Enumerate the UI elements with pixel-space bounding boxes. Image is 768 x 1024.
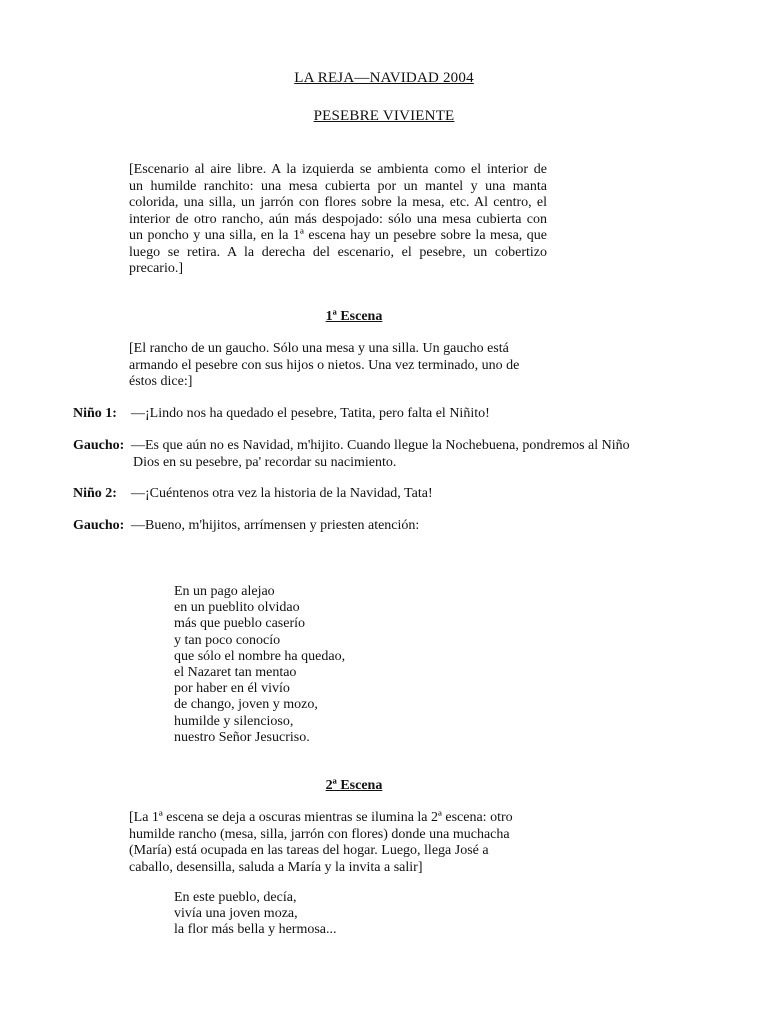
scene-2-heading: 2ª Escena — [325, 778, 383, 793]
verse-line: En un pago alejao — [174, 584, 275, 599]
speaker-name: Niño 1: — [73, 406, 117, 421]
direction-line: caballo, desensilla, saluda a María y la invita a salir] — [129, 859, 423, 875]
direction-line: colorida, una silla, un jarrón con flores sobre la mesa, etc. Al centro, el — [129, 195, 547, 210]
verse-line: en un pueblito olvidao — [174, 600, 300, 616]
direction-line: (María) está ocupada en las tareas del hogar. Luego, llega José a — [129, 843, 489, 858]
verse-line: En este pueblo, decía, — [174, 890, 297, 905]
direction-line: éstos dice:] — [129, 374, 193, 389]
verse-line: vivía una joven moza, — [174, 906, 298, 922]
speech-text — [131, 438, 721, 471]
speaker-name: Gaucho: — [73, 438, 125, 453]
scene-1-stage-direction — [129, 341, 547, 391]
speaker-name: Gaucho: — [73, 518, 125, 533]
document-title: LA REJA—NAVIDAD 2004 — [294, 70, 474, 86]
speech-text — [131, 518, 721, 535]
verse-line: más que pueblo caserío — [174, 616, 306, 632]
verse-line: el Nazaret tan mentao — [174, 664, 297, 680]
direction-line: [Escenario al aire libre. A la izquierda se ambienta como el interior de — [129, 162, 547, 177]
direction-line: [La 1ª escena se deja a oscuras mientras se ilumina la 2ª escena: otro — [129, 810, 513, 825]
speaker-name: Niño 2: — [73, 486, 117, 501]
verse-line: humilde y silencioso, — [174, 713, 294, 729]
verse-line: y tan poco conocío — [174, 632, 281, 648]
scene-1-verse — [174, 584, 474, 746]
scene-2-stage-direction — [129, 810, 547, 876]
direction-line: precario.] — [129, 261, 184, 276]
verse-line: nuestro Señor Jesucriso. — [174, 729, 310, 745]
scene-2-verse — [174, 890, 474, 939]
direction-line: interior de otro rancho, aún más despojado: sólo una mesa cubierta con — [129, 211, 547, 227]
verse-line: la flor más bella y hermosa... — [174, 922, 337, 938]
speech-line: —¡Cuéntenos otra vez la historia de la Navidad, Tata! — [131, 486, 433, 501]
direction-line: [El rancho de un gaucho. Sólo una mesa y una silla. Un gaucho está — [129, 341, 509, 356]
scene-1-heading: 1ª Escena — [325, 309, 383, 324]
direction-line: un poncho y una silla, en la 1ª escena hay un pesebre sobre la mesa, que — [129, 228, 547, 243]
intro-stage-direction — [129, 162, 547, 278]
speech-line: —Es que aún no es Navidad, m'hijito. Cuando llegue la Nochebuena, pondremos al Niño — [131, 438, 630, 453]
document-subtitle: PESEBRE VIVIENTE — [313, 108, 455, 124]
direction-line: un humilde ranchito: una mesa cubierta por un mantel y una manta — [129, 178, 547, 194]
verse-line: por haber en él vivío — [174, 681, 290, 697]
direction-line: luego se retira. A la derecha del escenario, el pesebre, un cobertizo — [129, 244, 547, 260]
speech-line: —¡Lindo nos ha quedado el pesebre, Tatita, pero falta el Niñito! — [131, 406, 490, 421]
direction-line: armando el pesebre con sus hijos o nietos. Una vez terminado, uno de — [129, 357, 520, 373]
speech-text — [131, 486, 721, 503]
direction-line: humilde rancho (mesa, silla, jarrón con flores) donde una muchacha — [129, 826, 510, 842]
speech-line: —Bueno, m'hijitos, arrímensen y priesten atención: — [131, 518, 420, 533]
speech-text — [131, 406, 721, 423]
verse-line: que sólo el nombre ha quedao, — [174, 648, 346, 664]
speech-line: Dios en su pesebre, pa' recordar su nacimiento. — [133, 454, 397, 470]
verse-line: de chango, joven y mozo, — [174, 697, 318, 713]
